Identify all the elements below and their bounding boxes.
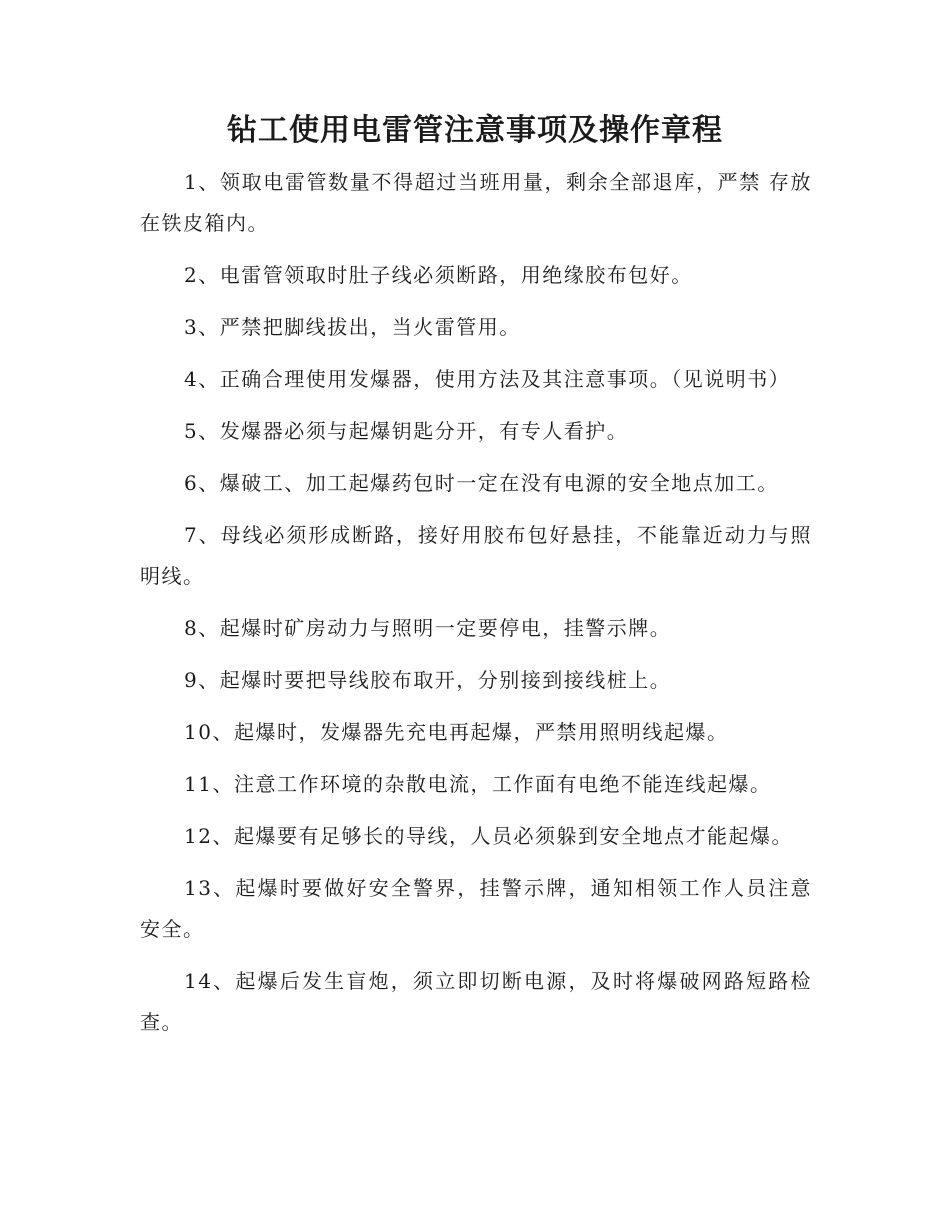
document-title: 钻工使用电雷管注意事项及操作章程 bbox=[227, 113, 723, 148]
rule-item: 3、严禁把脚线拔出，当火雷管用。 bbox=[184, 315, 521, 339]
rule-item: 12、起爆要有足够长的导线，人员必须躲到安全地点才能起爆。 bbox=[184, 824, 793, 848]
rule-item: 10、起爆时，发爆器先充电再起爆，严禁用照明线起爆。 bbox=[184, 720, 729, 744]
rule-item: 9、起爆时要把导线胶布取开，分别接到接线桩上。 bbox=[184, 668, 672, 692]
rule-item: 4、正确合理使用发爆器，使用方法及其注意事项。（见说明书） bbox=[184, 367, 791, 391]
rule-item: 5、发爆器必须与起爆钥匙分开，有专人看护。 bbox=[184, 419, 629, 443]
rule-item: 8、起爆时矿房动力与照明一定要停电，挂警示牌。 bbox=[184, 616, 672, 640]
rule-item: 6、爆破工、加工起爆药包时一定在没有电源的安全地点加工。 bbox=[184, 471, 779, 495]
rule-item: 13、起爆时要做好安全警界，挂警示牌，通知相领工作人员注意安全。 bbox=[140, 876, 812, 941]
rule-item: 11、注意工作环境的杂散电流，工作面有电绝不能连线起爆。 bbox=[184, 772, 772, 796]
rules-list bbox=[140, 162, 812, 1054]
rule-item: 14、起爆后发生盲炮，须立即切断电源，及时将爆破网路短路检查。 bbox=[140, 969, 812, 1034]
rule-item: 2、电雷管领取时肚子线必须断路，用绝缘胶布包好。 bbox=[184, 263, 693, 287]
rule-item: 7、母线必须形成断路，接好用胶布包好悬挂，不能靠近动力与照明线。 bbox=[140, 523, 812, 588]
rule-item: 1、领取电雷管数量不得超过当班用量，剩余全部退库，严禁 存放在铁皮箱内。 bbox=[140, 170, 812, 235]
